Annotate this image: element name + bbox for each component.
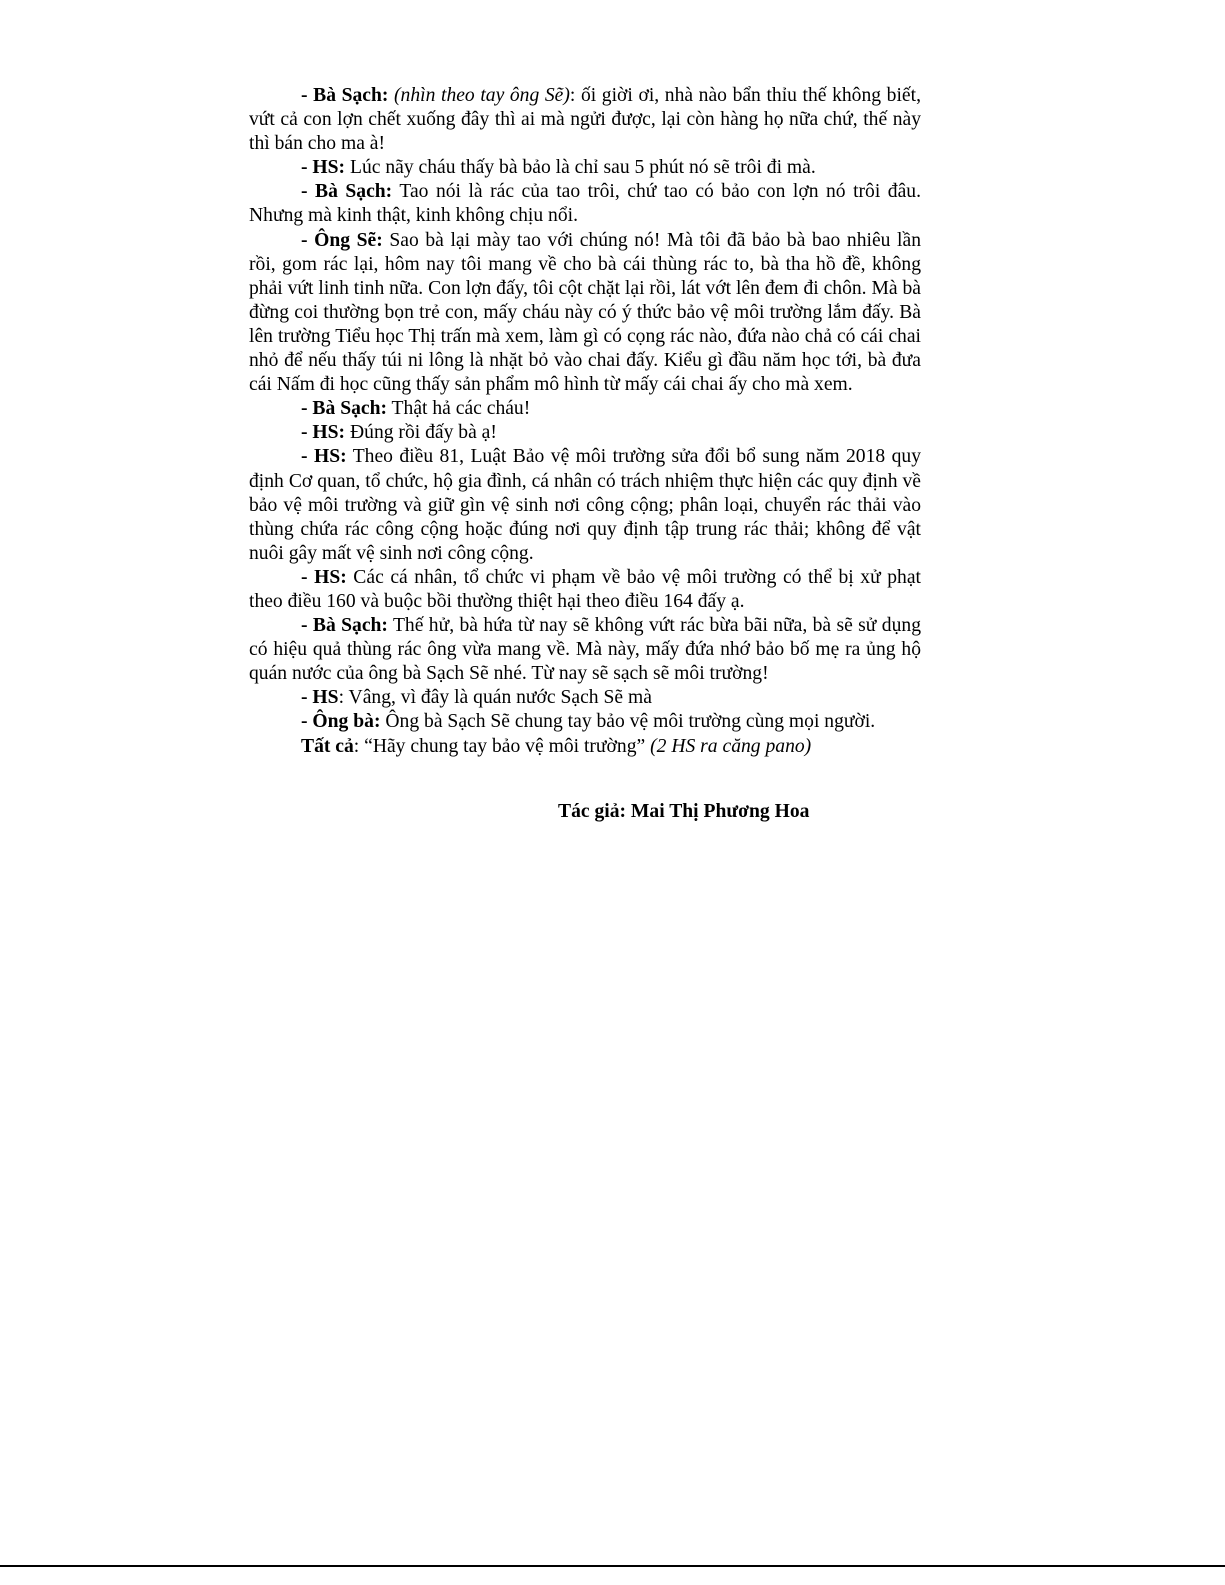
speaker-label: - HS: [301,566,347,588]
speaker-label: - Bà Sạch: [301,615,388,637]
author-credit: Tác giả: Mai Thị Phương Hoa [558,801,810,822]
speaker-label: - HS: [301,422,346,444]
dialogue-line [249,397,921,421]
dialogue-line [249,710,921,734]
dialogue-line [249,566,921,614]
dialogue-text: Sao bà lại mày tao với chúng nó! Mà tôi đã bảo bà bao nhiêu lần rồi, gom rác lại, hôm nay tôi mang về cho bà cái thùng rác to, bà tha hồ đề, không phải vứt linh tinh nữa. Con lợn đấy, tôi cột chặt lại rồi, lát vớt lên đem đi chôn. Mà bà đừng coi thường bọn trẻ con, mấy cháu này có ý thức bảo vệ môi trường lắm đấy. Bà lên trường Tiểu học Thị trấn mà xem, làm gì có cọng rác nào, đứa nào chả có cái chai nhỏ để nếu thấy túi ni lông là nhặt bỏ vào chai đấy. Kiểu gì đầu năm học tới, bà đưa cái Nấm đi học cũng thấy sản phẩm mô hình từ mấy cái chai ấy cho mà xem. [249,229,921,396]
dialogue-line [249,686,921,710]
speaker-label: - Bà Sạch: [301,398,388,420]
speaker-label: - HS [301,687,339,709]
dialogue-text: Thật hả các cháu! [387,398,531,420]
dialogue-text: Theo điều 81, Luật Bảo vệ môi trường sửa đổi bổ sung năm 2018 quy định Cơ quan, tổ chức, hộ gia đình, cá nhân có trách nhiệm thực hiện các quy định về bảo vệ môi trường và giữ gìn vệ sinh nơi công cộng; phân loại, chuyển rác thải vào thùng chứa rác công cộng hoặc đúng nơi quy định tập trung rác thải; không để vật nuôi gây mất vệ sinh nơi công cộng. [249,446,922,564]
dialogue-line [249,735,921,759]
speaker-label: Tất cả [301,735,354,757]
dialogue-line [249,180,921,228]
dialogue-line [249,229,921,398]
dialogue-text: : Vâng, vì đây là quán nước Sạch Sẽ mà [338,687,652,709]
speaker-label: - Bà Sạch: [301,181,393,203]
page-bottom-rule [0,1565,1225,1567]
dialogue-text: : ối giời ơi, nhà nào bẩn thỉu thế không biết, vứt cả con lợn chết xuống đây thì ai mà ngửi được, lại còn hàng họ nữa chứ, thế này thì bán cho ma à! [249,85,921,155]
dialogue-text: Đúng rồi đấy bà ạ! [345,422,497,444]
document-body [249,84,921,759]
dialogue-line [249,445,921,565]
dialogue-text: Tao nói là rác của tao trôi, chứ tao có bảo con lợn nó trôi đâu. Nhưng mà kinh thật, kinh không chịu nổi. [249,181,921,227]
speaker-label: - Ông Sẽ: [301,229,383,251]
dialogue-text: : “Hãy chung tay bảo vệ môi trường” [353,735,651,757]
dialogue-text: Ông bà Sạch Sẽ chung tay bảo vệ môi trường cùng mọi người. [380,711,876,733]
speaker-label: - Bà Sạch: [301,85,389,106]
dialogue-text: Lúc nãy cháu thấy bà bảo là chỉ sau 5 phút nó sẽ trôi đi mà. [345,157,816,179]
speaker-label: - HS: [301,157,346,179]
dialogue-line [249,84,921,156]
dialogue-text: Các cá nhân, tổ chức vi phạm về bảo vệ môi trường có thể bị xử phạt theo điều 160 và buộc bồi thường thiệt hại theo điều 164 đấy ạ. [249,566,921,612]
dialogue-line [249,156,921,180]
dialogue-text: Thế hử, bà hứa từ nay sẽ không vứt rác bừa bãi nữa, bà sẽ sử dụng có hiệu quả thùng rác ông vừa mang về. Mà này, mấy đứa nhớ bảo bố mẹ ra ủng hộ quán nước của ông bà Sạch Sẽ nhé. Từ nay sẽ sạch sẽ môi trường! [249,615,921,685]
speaker-label: - Ông bà: [301,711,381,733]
stage-direction: (2 HS ra căng pano) [650,735,812,757]
stage-direction: (nhìn theo tay ông Sẽ) [394,85,570,106]
dialogue-line [249,614,921,686]
dialogue-line [249,421,921,445]
speaker-label: - HS: [301,446,347,468]
